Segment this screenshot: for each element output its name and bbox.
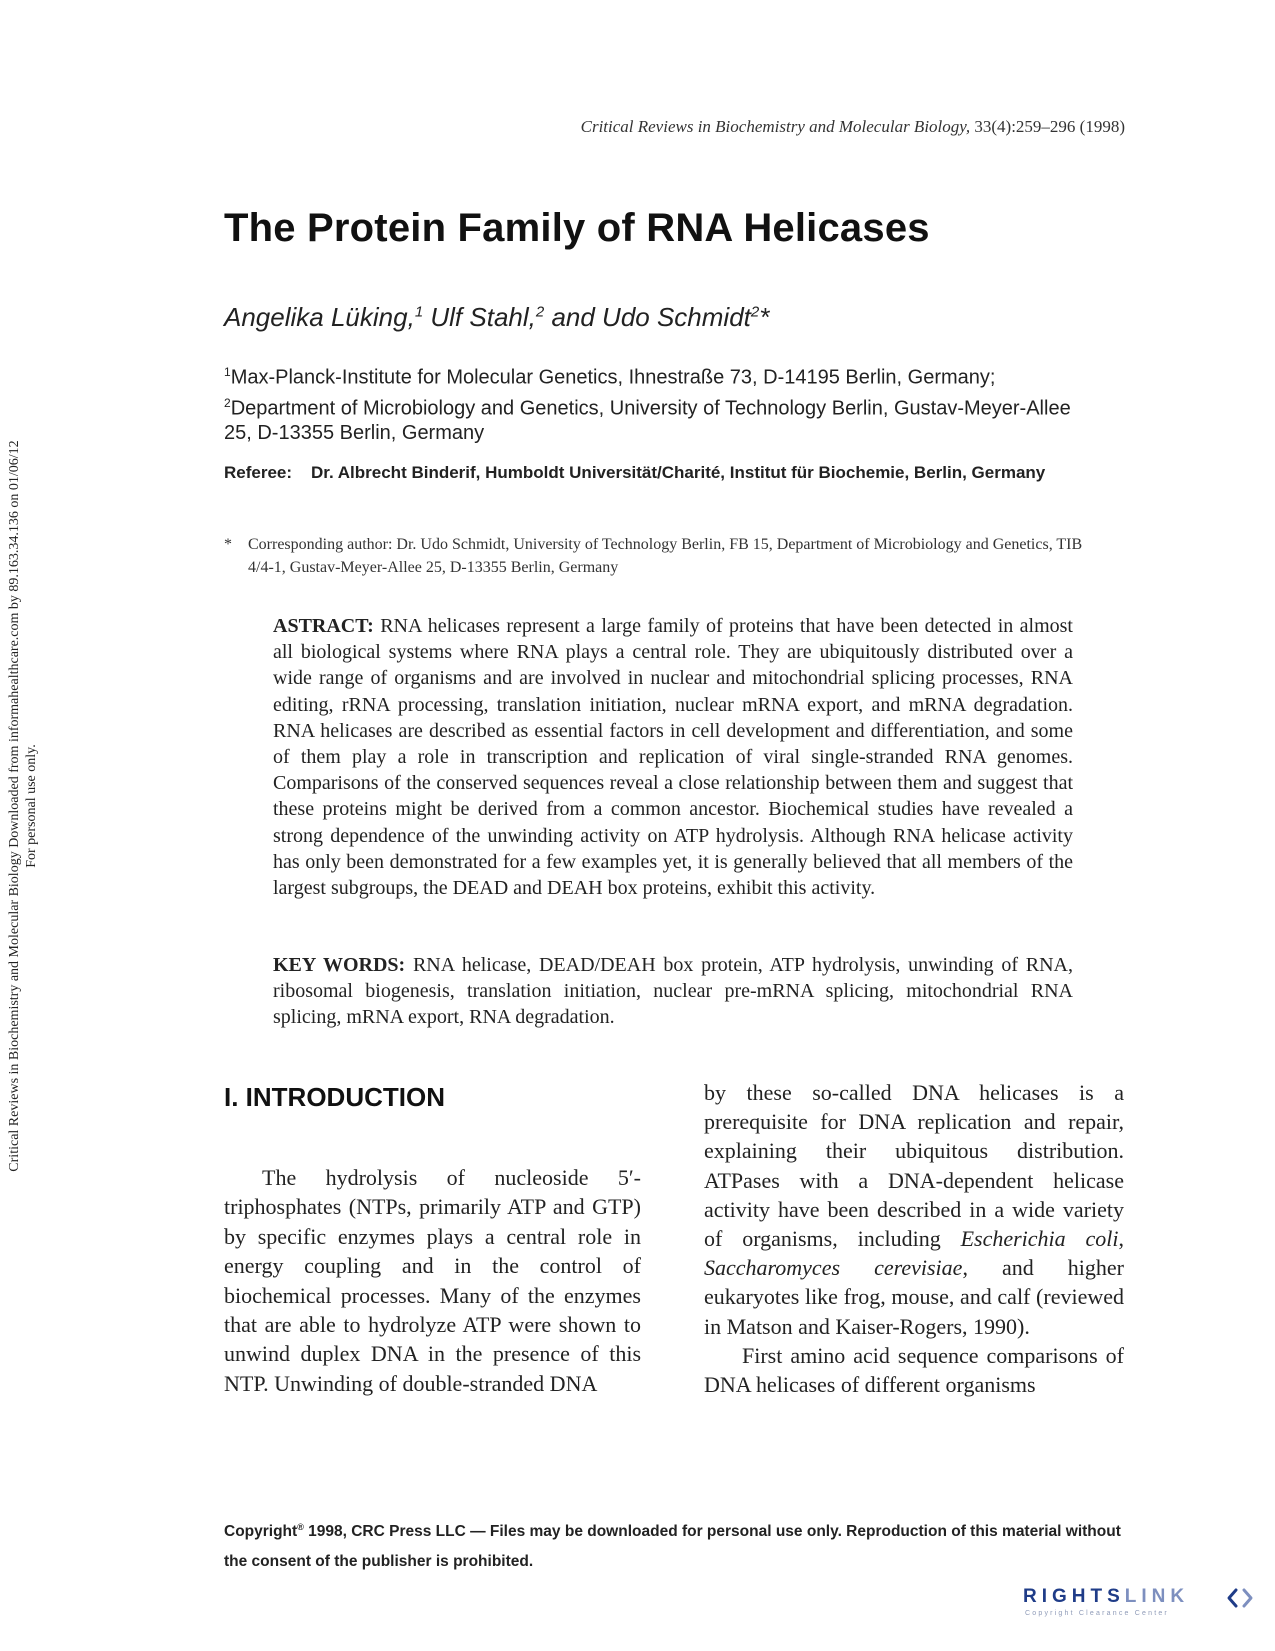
body-text: , and higher eukaryotes like frog, mouse, and calf (reviewed in Matson and Kaiser-Rogers, 1990). — [704, 1255, 1125, 1339]
section-heading: I. INTRODUCTION — [224, 1082, 445, 1112]
body-text: , — [1118, 1226, 1124, 1252]
author-3-star: * — [759, 302, 770, 332]
species-name: Escherichia coli — [960, 1226, 1119, 1252]
download-note-line2: For personal use only. — [24, 744, 39, 868]
running-head-journal: Critical Reviews in Biochemistry and Molecular Biology, — [580, 117, 971, 136]
referee-text: Dr. Albrecht Binderif, Humboldt Universität/Charité, Institut für Biochemie, Berlin, Germany — [311, 463, 1046, 482]
affiliations — [224, 360, 1084, 446]
copyright-word: Copyright — [224, 1523, 298, 1541]
rightslink-arrows-icon — [1227, 1587, 1253, 1609]
running-head-volume: 33(4):259–296 (1998) — [974, 117, 1125, 136]
rightslink-logo[interactable] — [1023, 1586, 1255, 1624]
abstract-text: RNA helicases represent a large family of proteins that have been detected in almost all biological systems where RNA plays a central role. They are ubiquitously distributed over a wide range of organisms and are involved in nuclear and mitochondrial splicing processes, RNA editing, rRNA processing, translation initiation, nuclear mRNA export, and mRNA degradation. RNA helicases are described as essential factors in cell development and differentiation, and some of them play a role in transcription and replication of viral single-stranded RNA genomes. Comparisons of the conserved sequences reveal a close relationship between them and suggest that these proteins might be derived from a common ancestor. Biochemical studies have revealed a strong dependence of the unwinding activity on ATP hydrolysis. Although RNA helicase activity has only been demonstrated for a few examples yet, it is generally believed that all members of the largest subgroups, the DEAD and DEAH box proteins, exhibit this activity. — [273, 615, 1073, 900]
author-list — [224, 302, 769, 333]
species-name: Saccharomyces cerevisiae — [704, 1255, 963, 1281]
author-3-affil: 2 — [750, 303, 760, 321]
affiliation-1: Max-Planck-Institute for Molecular Genetics, Ihnestraße 73, D-14195 Berlin, Germany; — [230, 366, 996, 389]
body-paragraph: First amino acid sequence comparisons of DNA helicases of different organisms — [704, 1342, 1124, 1398]
rightslink-rights: RIGHTS — [1023, 1586, 1125, 1607]
registered-mark: ® — [297, 1522, 304, 1532]
body-column-right — [704, 1078, 1124, 1399]
download-note-line1: Critical Reviews in Biochemistry and Molecular Biology Downloaded from informahealthcare.com by 89.163.34.136 on 01/06/12 — [7, 440, 22, 1172]
body-paragraph: The hydrolysis of nucleoside 5′-triphosphates (NTPs, primarily ATP and GTP) by specific enzymes plays a central role in energy coupling and in the control of biochemical processes. Many of the enzymes that are able to hydrolyze ATP were shown to unwind duplex DNA in the presence of this NTP. Unwinding of double-stranded DNA — [224, 1165, 641, 1396]
affiliation-1-number: 1 — [224, 365, 231, 379]
rightslink-subtitle: Copyright Clearance Center — [1025, 1610, 1169, 1617]
referee-label: Referee: — [224, 463, 293, 482]
author-1: Angelika Lüking, — [224, 302, 415, 332]
author-2-affil: 2 — [535, 303, 545, 321]
author-2: Ulf Stahl, — [423, 302, 536, 332]
corresponding-author — [224, 533, 1084, 579]
author-1-affil: 1 — [414, 303, 424, 321]
corresponding-text: Corresponding author: Dr. Udo Schmidt, University of Technology Berlin, FB 15, Department of Microbiology and Genetics, TIB 4/4-1, Gustav-Meyer-Allee 25, D-13355 Berlin, Germany — [248, 536, 1083, 576]
affiliation-2: Department of Microbiology and Genetics, University of Technology Berlin, Gustav-Meyer-Allee 25, D-13355 Berlin, Germany — [224, 397, 1071, 445]
affiliation-2-number: 2 — [224, 395, 231, 410]
body-text: by these so-called DNA helicases is a prerequisite for DNA replication and repair, explaining their ubiquitous distribution. ATPases with a DNA-dependent helicase activity have been described in a wide variety of organisms, including — [704, 1080, 1124, 1252]
body-column-left — [224, 1163, 641, 1398]
keywords — [273, 952, 1073, 1031]
copyright-notice — [224, 1512, 1129, 1577]
rightslink-wordmark — [1023, 1586, 1189, 1608]
body-paragraph-continued — [704, 1078, 1124, 1341]
referee — [224, 461, 1084, 484]
article-title: The Protein Family of RNA Helicases — [224, 206, 930, 250]
running-head — [581, 117, 1125, 137]
keywords-label: KEY WORDS: — [273, 954, 406, 976]
corresponding-star: * — [224, 536, 232, 553]
rightslink-link: LINK — [1124, 1586, 1190, 1607]
author-3: and Udo Schmidt — [544, 302, 751, 332]
abstract — [273, 613, 1073, 901]
abstract-label: ASTRACT: — [273, 615, 374, 637]
download-watermark — [6, 356, 40, 1256]
copyright-text: 1998, CRC Press LLC — Files may be downloaded for personal use only. Reproduction of this material without the consent of the publisher is prohibited. — [224, 1523, 1121, 1571]
keywords-text: RNA helicase, DEAD/DEAH box protein, ATP hydrolysis, unwinding of RNA, ribosomal biogenesis, translation initiation, nuclear pre-mRNA splicing, mitochondrial RNA splicing, mRNA export, RNA degradation. — [273, 954, 1073, 1029]
